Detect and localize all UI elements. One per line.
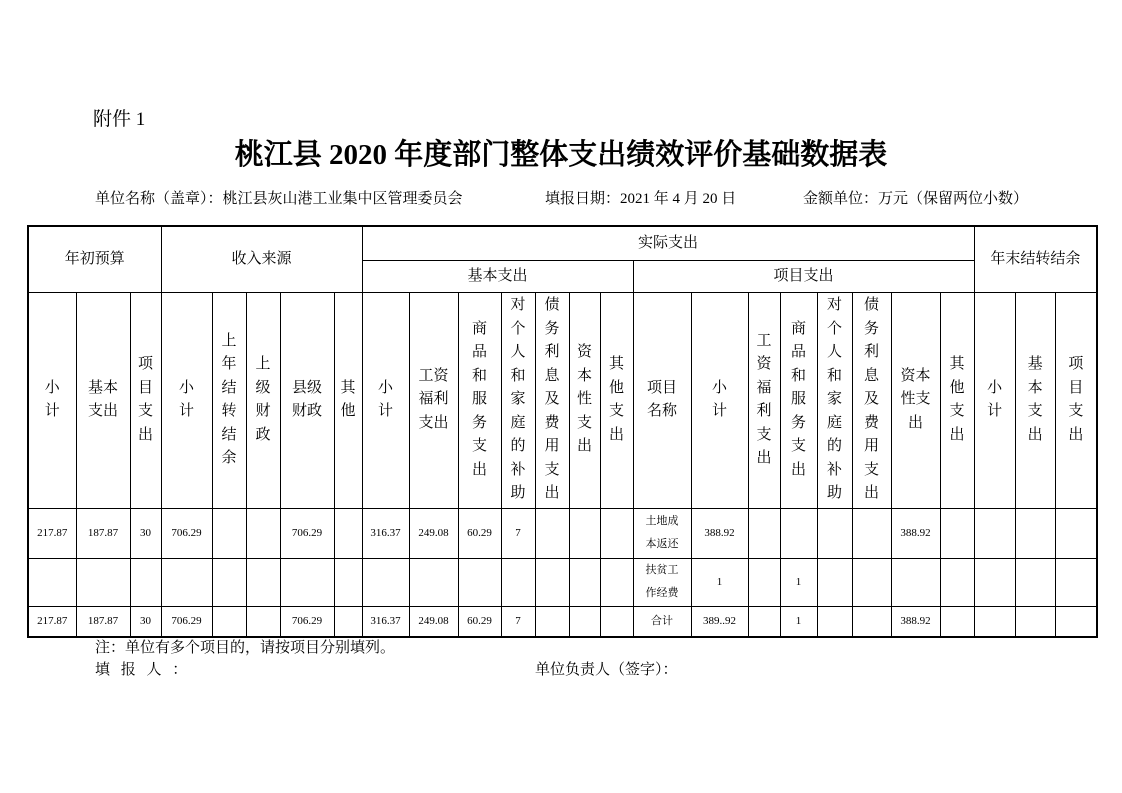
col-header-income-subtotal [161,292,212,508]
col-header-balance-subtotal [974,292,1015,508]
col-header-basic-capital [569,292,600,508]
cell-income-other [334,508,362,558]
cell-basic-wages: 249.08 [409,606,458,637]
cell-income-county-finance: 706.29 [280,508,334,558]
cell-project-other [940,558,974,606]
cell-budget-project [130,558,161,606]
column-header-label: 资本性支出 [900,367,931,431]
column-header-row [28,292,1097,508]
column-header-label: 对个人和家庭的补助 [827,297,843,502]
unit-name: 单位名称（盖章）：桃江县灰山港工业集中区管理委员会 [95,191,463,207]
column-header-label: 其他支出 [949,356,965,443]
cell-income-county-finance: 706.29 [280,606,334,637]
cell-project-wages [748,558,780,606]
column-header-label: 项目支出 [1068,356,1084,443]
cell-project-capital: 388.92 [891,508,940,558]
header-income-source: 收入来源 [161,226,362,292]
cell-project-other [940,508,974,558]
header-project-expense: 项目支出 [633,260,974,292]
cell-basic-debt-interest [535,606,569,637]
cell-basic-personal-subsidy: 7 [501,606,535,637]
cell-basic-capital [569,558,600,606]
table-row [28,558,1097,606]
cell-income-higher-finance [246,606,280,637]
col-header-project-goods-services [780,292,817,508]
column-header-label: 其他支出 [609,356,625,443]
col-header-income-other [334,292,362,508]
cell-budget-subtotal [28,558,76,606]
column-header-label: 其他 [340,379,356,419]
col-header-balance-project [1055,292,1097,508]
cell-balance-subtotal [974,508,1015,558]
cell-project-goods-services: 1 [780,558,817,606]
cell-income-subtotal [161,558,212,606]
column-header-label: 基本支出 [1027,356,1043,443]
column-header-label: 小计 [179,379,195,419]
col-header-basic-other [600,292,633,508]
project-name-text: 合计 [651,614,674,627]
col-header-basic-wages [409,292,458,508]
header-basic-expense: 基本支出 [362,260,633,292]
cell-basic-goods-services [458,558,501,606]
performance-data-table [27,225,1098,638]
cell-project-wages [748,508,780,558]
cell-project-name [633,508,691,558]
column-header-label: 上级财政 [255,356,271,443]
col-header-balance-basic [1015,292,1055,508]
table-note: 注：单位有多个项目的，请按项目分别填列。 [95,640,396,656]
column-header-label: 商品和服务支出 [791,320,807,478]
cell-project-capital: 388.92 [891,606,940,637]
col-header-budget-project [130,292,161,508]
column-header-label: 小计 [44,379,60,419]
cell-project-subtotal: 389..92 [691,606,748,637]
col-header-project-other [940,292,974,508]
project-name-text: 扶贫工作经费 [645,564,679,599]
cell-balance-basic [1015,558,1055,606]
column-header-label: 基本支出 [87,379,118,419]
col-header-project-wages [748,292,780,508]
cell-budget-project: 30 [130,508,161,558]
cell-balance-subtotal [974,558,1015,606]
table-row [28,508,1097,558]
cell-project-name [633,606,691,637]
cell-basic-personal-subsidy: 7 [501,508,535,558]
page-title: 桃江县 2020 年度部门整体支出绩效评价基础数据表 [234,139,888,171]
cell-basic-subtotal: 316.37 [362,606,409,637]
col-header-income-higher-finance [246,292,280,508]
col-header-budget-subtotal [28,292,76,508]
cell-income-other [334,558,362,606]
cell-basic-debt-interest [535,558,569,606]
cell-balance-basic [1015,508,1055,558]
table-row-total [28,606,1097,637]
column-header-label: 项目支出 [137,356,153,443]
cell-income-subtotal: 706.29 [161,606,212,637]
cell-basic-other [600,606,633,637]
cell-income-county-finance [280,558,334,606]
column-header-label: 上年结转结余 [221,332,237,466]
col-header-project-capital [891,292,940,508]
cell-project-name [633,558,691,606]
amount-unit: 金额单位：万元（保留两位小数） [803,191,1029,207]
col-header-basic-goods-services [458,292,501,508]
cell-project-debt-interest [852,558,891,606]
cell-project-other [940,606,974,637]
cell-project-goods-services: 1 [780,606,817,637]
project-name-text: 土地成本返还 [645,515,679,550]
fill-date: 填报日期：2021 年 4 月 20 日 [545,191,737,207]
cell-budget-subtotal: 217.87 [28,606,76,637]
cell-project-personal-subsidy [817,558,852,606]
responsible-signature-label: 单位负责人（签字）： [535,662,678,678]
column-header-label: 债务利息及费用支出 [864,297,880,502]
cell-basic-goods-services: 60.29 [458,508,501,558]
cell-basic-subtotal: 316.37 [362,508,409,558]
cell-project-capital [891,558,940,606]
col-header-budget-basic [76,292,130,508]
cell-basic-debt-interest [535,508,569,558]
cell-balance-project [1055,558,1097,606]
column-header-label: 工资福利支出 [756,332,772,466]
cell-budget-basic: 187.87 [76,508,130,558]
header-initial-budget: 年初预算 [28,226,161,292]
cell-budget-basic [76,558,130,606]
cell-basic-other [600,558,633,606]
cell-project-personal-subsidy [817,508,852,558]
cell-balance-project [1055,508,1097,558]
attachment-label: 附件 1 [93,109,146,130]
column-header-label: 对个人和家庭的补助 [510,297,526,502]
cell-basic-personal-subsidy [501,558,535,606]
cell-project-debt-interest [852,508,891,558]
cell-budget-subtotal: 217.87 [28,508,76,558]
cell-project-wages [748,606,780,637]
col-header-basic-personal-subsidy [501,292,535,508]
group-header-row [28,226,1097,260]
cell-project-debt-interest [852,606,891,637]
cell-basic-other [600,508,633,558]
col-header-basic-debt-interest [535,292,569,508]
cell-income-higher-finance [246,558,280,606]
cell-basic-subtotal [362,558,409,606]
cell-income-higher-finance [246,508,280,558]
col-header-project-name [633,292,691,508]
cell-project-subtotal: 388.92 [691,508,748,558]
cell-income-prior-balance [212,558,246,606]
filler-label: 填 报 人 ： [95,662,191,678]
cell-basic-capital [569,508,600,558]
column-header-label: 小计 [378,379,394,419]
column-header-label: 工资福利支出 [418,367,449,431]
col-header-project-debt-interest [852,292,891,508]
cell-balance-project [1055,606,1097,637]
cell-project-subtotal: 1 [691,558,748,606]
col-header-income-county-finance [280,292,334,508]
cell-income-other [334,606,362,637]
cell-budget-basic: 187.87 [76,606,130,637]
header-year-end-balance: 年末结转结余 [974,226,1097,292]
column-header-label: 商品和服务支出 [472,320,488,478]
column-header-label: 小计 [987,379,1003,419]
cell-balance-subtotal [974,606,1015,637]
cell-project-goods-services [780,508,817,558]
cell-basic-goods-services: 60.29 [458,606,501,637]
cell-income-subtotal: 706.29 [161,508,212,558]
cell-basic-wages [409,558,458,606]
column-header-label: 资本性支出 [577,344,593,455]
column-header-label: 小计 [712,379,728,419]
cell-income-prior-balance [212,508,246,558]
cell-budget-project: 30 [130,606,161,637]
column-header-label: 债务利息及费用支出 [544,297,560,502]
cell-project-personal-subsidy [817,606,852,637]
col-header-project-subtotal [691,292,748,508]
cell-basic-wages: 249.08 [409,508,458,558]
header-actual-expense: 实际支出 [362,226,974,260]
cell-income-prior-balance [212,606,246,637]
cell-basic-capital [569,606,600,637]
column-header-label: 县级财政 [292,379,323,419]
col-header-basic-subtotal [362,292,409,508]
cell-balance-basic [1015,606,1055,637]
col-header-income-prior-balance [212,292,246,508]
col-header-project-personal-subsidy [817,292,852,508]
column-header-label: 项目名称 [647,379,678,419]
